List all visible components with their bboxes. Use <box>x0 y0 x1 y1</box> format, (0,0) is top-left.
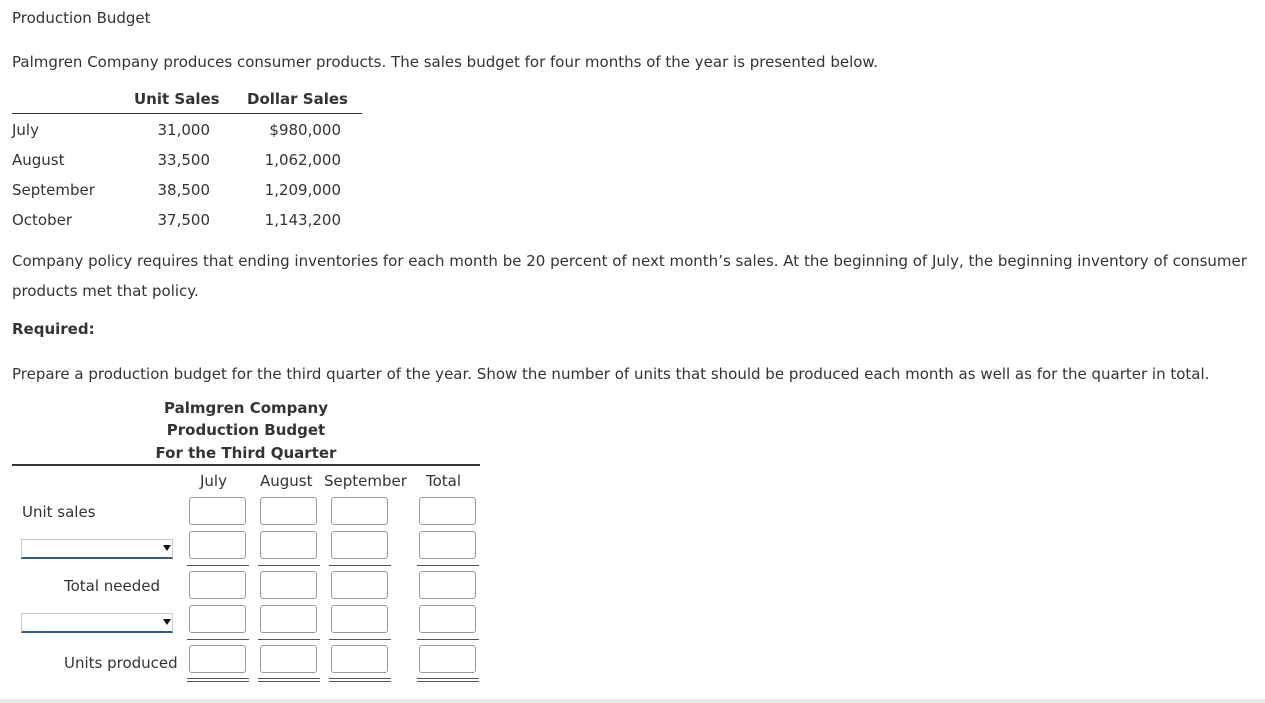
subtotal-rule <box>417 565 479 566</box>
month-label: September <box>12 181 95 199</box>
row2-september-input[interactable] <box>331 531 388 559</box>
month-label: October <box>12 211 73 229</box>
dollar-sales-header: Dollar Sales <box>247 90 348 108</box>
subtotal-rule <box>329 565 391 566</box>
total-double-rule <box>329 678 391 682</box>
row4-september-input[interactable] <box>331 605 388 633</box>
budget-company-name: Palmgren Company <box>164 399 328 417</box>
subtotal-rule <box>187 639 249 640</box>
total-double-rule <box>258 678 320 682</box>
subtotal-rule <box>258 639 320 640</box>
unit-sales-header: Unit Sales <box>134 90 220 108</box>
unit-sales-value: 37,500 <box>157 211 210 229</box>
dropdown-arrow-icon <box>163 619 171 625</box>
total-double-rule <box>187 678 249 682</box>
subtotal-rule <box>417 639 479 640</box>
subtotal-rule <box>329 639 391 640</box>
unit-sales-label: Unit sales <box>22 503 96 521</box>
unit-sales-september-input[interactable] <box>331 497 388 525</box>
total-needed-total-input[interactable] <box>419 571 476 599</box>
units-produced-label: Units produced <box>64 654 178 672</box>
total-double-rule <box>417 678 479 682</box>
total-needed-september-input[interactable] <box>331 571 388 599</box>
units-produced-september-input[interactable] <box>331 645 388 673</box>
unit-sales-august-input[interactable] <box>260 497 317 525</box>
sales-budget-table <box>12 90 362 234</box>
page-title: Production Budget <box>12 9 151 27</box>
sales-row <box>12 174 362 204</box>
header-rule <box>12 464 480 466</box>
budget-title: Production Budget <box>166 421 326 439</box>
row2-label-dropdown[interactable] <box>21 539 173 559</box>
column-header-september: September <box>324 472 407 490</box>
row4-label-dropdown[interactable] <box>21 613 173 633</box>
dollar-sales-value: $980,000 <box>269 121 341 139</box>
instructions-text: Prepare a production budget for the third quarter of the year. Show the number of units that should be produced each month as well as for the quarter in total. <box>12 365 1210 383</box>
row4-july-input[interactable] <box>189 605 246 633</box>
column-header-august: August <box>260 472 313 490</box>
total-needed-july-input[interactable] <box>189 571 246 599</box>
units-produced-august-input[interactable] <box>260 645 317 673</box>
budget-period: For the Third Quarter <box>155 444 337 462</box>
column-header-total: Total <box>426 472 462 490</box>
bottom-scroll-strip <box>0 699 1265 703</box>
row2-july-input[interactable] <box>189 531 246 559</box>
unit-sales-value: 38,500 <box>157 181 210 199</box>
sales-row <box>12 114 362 144</box>
row4-august-input[interactable] <box>260 605 317 633</box>
unit-sales-value: 31,000 <box>157 121 210 139</box>
total-needed-august-input[interactable] <box>260 571 317 599</box>
unit-sales-value: 33,500 <box>157 151 210 169</box>
dropdown-arrow-icon <box>163 545 171 551</box>
subtotal-rule <box>187 565 249 566</box>
column-header-july: July <box>200 472 227 490</box>
row4-total-input[interactable] <box>419 605 476 633</box>
dollar-sales-value: 1,062,000 <box>264 151 341 169</box>
dollar-sales-value: 1,143,200 <box>264 211 341 229</box>
total-needed-label: Total needed <box>64 577 161 595</box>
unit-sales-total-input[interactable] <box>419 497 476 525</box>
sales-row <box>12 204 362 234</box>
policy-text: Company policy requires that ending inventories for each month be 20 percent of next month’s sales. At the beginning of July, the beginning inventory of consumer products met that policy. <box>12 252 1247 300</box>
month-label: July <box>12 121 39 139</box>
units-produced-july-input[interactable] <box>189 645 246 673</box>
sales-row <box>12 144 362 174</box>
units-produced-total-input[interactable] <box>419 645 476 673</box>
subtotal-rule <box>258 565 320 566</box>
row2-total-input[interactable] <box>419 531 476 559</box>
month-label: August <box>12 151 65 169</box>
required-heading: Required: <box>12 320 95 338</box>
intro-text: Palmgren Company produces consumer products. The sales budget for four months of the year is presented below. <box>12 53 879 71</box>
dollar-sales-value: 1,209,000 <box>264 181 341 199</box>
row2-august-input[interactable] <box>260 531 317 559</box>
unit-sales-july-input[interactable] <box>189 497 246 525</box>
sales-table-header <box>12 90 362 114</box>
